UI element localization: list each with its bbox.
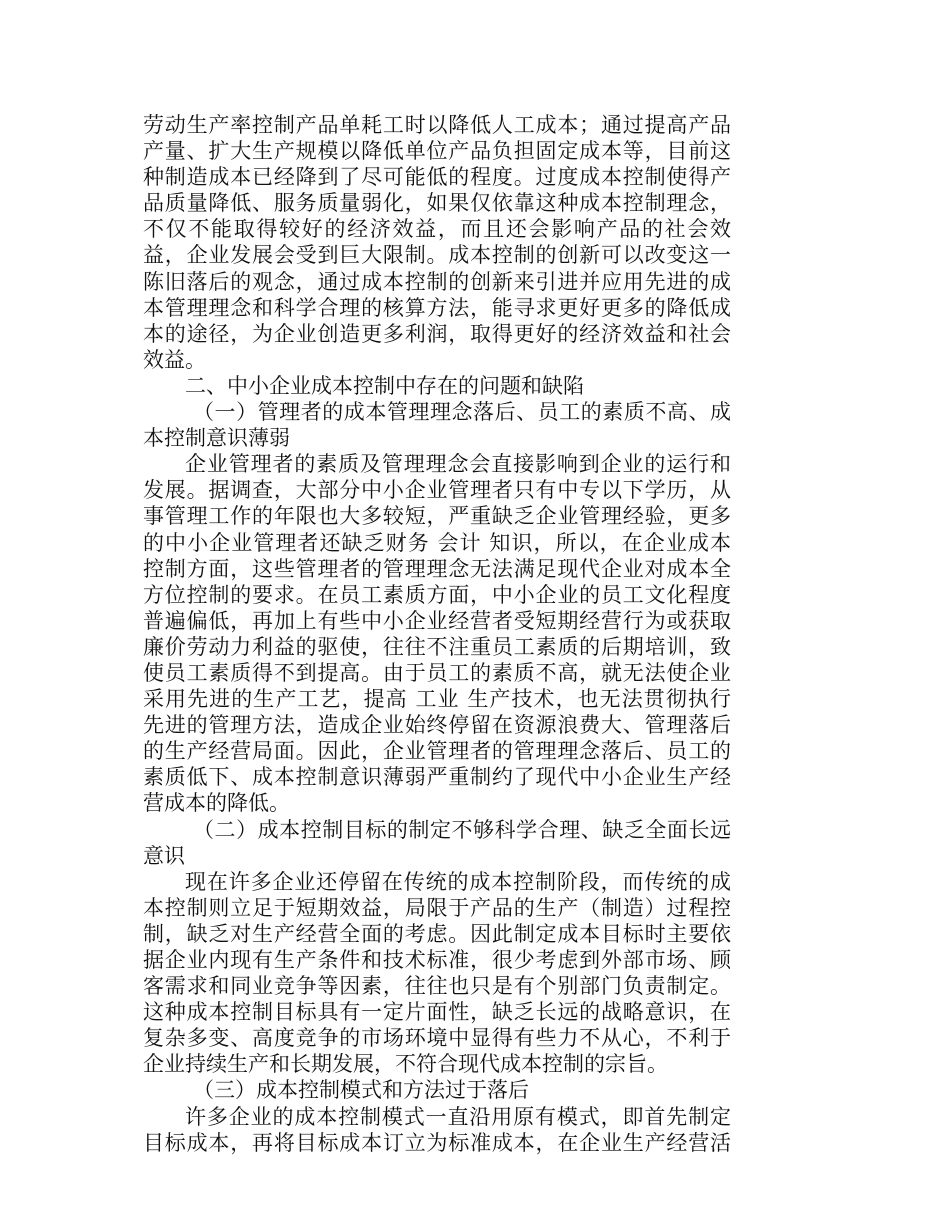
text-line: 现在许多企业还停留在传统的成本控制阶段，而传统的成 — [185, 869, 731, 894]
text-line: 种制造成本已经降到了尽可能低的程度。过度成本控制使得产 — [143, 165, 731, 190]
text-line: 本的途径，为企业创造更多利润，取得更好的经济效益和社会 — [143, 321, 731, 346]
text-line: 不仅不能取得较好的经济效益，而且还会影响产品的社会效 — [143, 217, 731, 242]
text-line: 先进的管理方法，造成企业始终停留在资源浪费大、管理落后 — [143, 713, 731, 738]
text-line: 素质低下、成本控制意识薄弱严重制约了现代中小企业生产经 — [143, 765, 731, 790]
subsection-heading: （三）成本控制模式和方法过于落后 — [193, 1078, 529, 1103]
text-line: 产量、扩大生产规模以降低单位产品负担固定成本等，目前这 — [143, 139, 731, 164]
section-heading: 二、中小企业成本控制中存在的问题和缺陷 — [185, 373, 584, 398]
text-line: 这种成本控制目标具有一定片面性，缺乏长远的战略意识，在 — [143, 1000, 731, 1025]
text-line: 廉价劳动力利益的驱使，往往不注重员工素质的后期培训，致 — [143, 634, 731, 659]
subsection-heading: 意识 — [143, 843, 185, 868]
text-line: 目标成本，再将目标成本订立为标准成本，在企业生产经营活 — [143, 1130, 731, 1155]
text-line: 控制方面，这些管理者的管理理念无法满足现代企业对成本全 — [143, 556, 731, 581]
document-page — [143, 112, 731, 1156]
text-line: 许多企业的成本控制模式一直沿用原有模式，即首先制定 — [185, 1104, 731, 1129]
text-line: 事管理工作的年限也大多较短，严重缺乏企业管理经验，更多 — [143, 504, 731, 529]
text-line: 制，缺乏对生产经营全面的考虑。因此制定成本目标时主要依 — [143, 921, 731, 946]
text-line: 使员工素质得不到提高。由于员工的素质不高，就无法使企业 — [143, 660, 731, 685]
subsection-heading: 本控制意识薄弱 — [143, 426, 290, 451]
text-line: 企业持续生产和长期发展，不符合现代成本控制的宗旨。 — [143, 1052, 668, 1077]
text-line: 的中小企业管理者还缺乏财务 会计 知识，所以，在企业成本 — [143, 530, 731, 555]
text-line: 采用先进的生产工艺，提高 工业 生产技术，也无法贯彻执行 — [143, 687, 731, 712]
text-line: 本管理理念和科学合理的核算方法，能寻求更好更多的降低成 — [143, 295, 731, 320]
text-line: 劳动生产率控制产品单耗工时以降低人工成本；通过提高产品 — [143, 113, 731, 137]
text-line: 据企业内现有生产条件和技术标准，很少考虑到外部市场、顾 — [143, 948, 731, 972]
text-line: 益，企业发展会受到巨大限制。成本控制的创新可以改变这一 — [143, 243, 731, 268]
text-line: 品质量降低、服务质量弱化，如果仅依靠这种成本控制理念， — [143, 191, 731, 216]
text-line: 陈旧落后的观念，通过成本控制的创新来引进并应用先进的成 — [143, 269, 731, 294]
text-line: 企业管理者的素质及管理理念会直接影响到企业的运行和 — [185, 452, 731, 477]
text-line: 营成本的降低。 — [143, 791, 290, 816]
text-line: 普遍偏低，再加上有些中小企业经营者受短期经营行为或获取 — [143, 608, 731, 633]
text-line: 本控制则立足于短期效益，局限于产品的生产（制造）过程控 — [143, 895, 731, 920]
text-line: 发展。据调查，大部分中小企业管理者只有中专以下学历，从 — [143, 478, 731, 503]
subsection-heading: （一）管理者的成本管理理念落后、员工的素质不高、成 — [193, 400, 731, 425]
text-line: 的生产经营局面。因此，企业管理者的管理理念落后、员工的 — [143, 739, 731, 764]
text-line: 复杂多变、高度竞争的市场环境中显得有些力不从心，不利于 — [143, 1026, 731, 1051]
text-line: 客需求和同业竞争等因素，往往也只是有个别部门负责制定。 — [143, 974, 731, 999]
text-line: 效益。 — [143, 347, 206, 372]
text-line: 方位控制的要求。在员工素质方面，中小企业的员工文化程度 — [143, 582, 731, 607]
subsection-heading: （二）成本控制目标的制定不够科学合理、缺乏全面长远 — [193, 817, 731, 842]
